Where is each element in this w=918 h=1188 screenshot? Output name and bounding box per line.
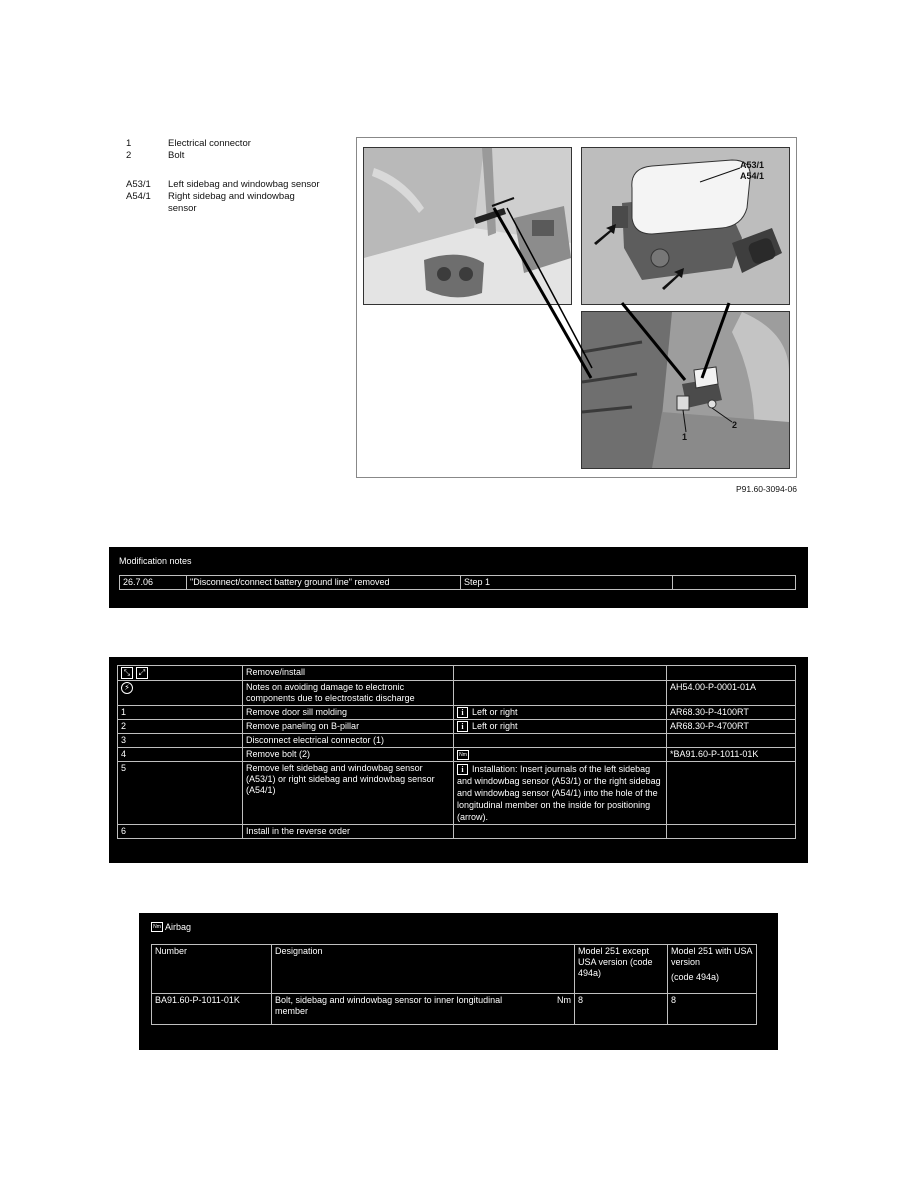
header-model-a: Model 251 except USA version (code 494a) <box>575 945 668 994</box>
step-text: Remove bolt (2) <box>243 748 454 762</box>
legend-text: Bolt <box>168 150 185 161</box>
table-row <box>118 720 796 734</box>
step-number: 4 <box>118 748 243 762</box>
callout-connector: 1 <box>682 432 688 442</box>
header-model-b-line2: (code 494a) <box>671 972 720 982</box>
table-row <box>118 706 796 720</box>
legend-key: 1 <box>126 138 132 149</box>
airbag-torque-box <box>139 913 778 1050</box>
remove-icon: ⤡ <box>121 667 133 679</box>
legend-key: 2 <box>126 150 132 161</box>
legend-key: A54/1 <box>126 191 151 202</box>
step-ref[interactable]: AR68.30-P-4100RT <box>667 706 796 720</box>
mod-change: "Disconnect/connect battery ground line" removed <box>187 576 461 590</box>
esd-icon: ⚡ <box>121 682 133 694</box>
step-number: 3 <box>118 734 243 748</box>
table-row <box>152 994 757 1025</box>
legend-text: Electrical connector <box>168 138 251 149</box>
remove-install-box <box>109 657 808 863</box>
cell-designation <box>272 994 575 1025</box>
header-designation: Designation <box>272 945 575 994</box>
legend-text: Left sidebag and windowbag sensor <box>168 179 320 190</box>
info-icon: i <box>457 721 468 732</box>
step-note: Insert journals of the left sidebag and windowbag sensor (A53/1) or the right sidebag and windowbag sensor (A54/1) into the hole of the longitudinal member on the inside for positioning (arrow). <box>457 764 661 823</box>
step-note-label: Installation: <box>472 764 518 775</box>
table-row <box>120 576 796 590</box>
sensor-figure <box>356 137 797 478</box>
step-number: 2 <box>118 720 243 734</box>
step-number: 1 <box>118 706 243 720</box>
cell-model-a: 8 <box>575 994 668 1025</box>
step-text: Install in the reverse order <box>243 825 454 839</box>
step-note: Left or right <box>472 707 518 717</box>
step-ref[interactable]: *BA91.60-P-1011-01K <box>667 748 796 762</box>
table-row <box>118 666 796 681</box>
remove-install-title: Remove/install <box>243 666 454 681</box>
remove-install-icons <box>118 666 243 681</box>
table-row <box>118 825 796 839</box>
table-row <box>118 734 796 748</box>
unit-text: Nm <box>557 995 571 1005</box>
callout-bolt: 2 <box>732 420 738 430</box>
torque-nm-icon: Nm <box>151 922 163 932</box>
torque-nm-icon: Nm <box>457 750 469 760</box>
step-text: Remove door sill molding <box>243 706 454 720</box>
install-icon: ⤢ <box>136 667 148 679</box>
callout-a54: A54/1 <box>740 171 765 181</box>
table-row <box>118 748 796 762</box>
mod-date: 26.7.06 <box>120 576 187 590</box>
legend-row <box>126 191 328 215</box>
step-number: 6 <box>118 825 243 839</box>
cell-number: BA91.60-P-1011-01K <box>152 994 272 1025</box>
header-number: Number <box>152 945 272 994</box>
info-icon: i <box>457 707 468 718</box>
esd-note-ref[interactable]: AH54.00-P-0001-01A <box>667 681 796 706</box>
figure-caption: P91.60-3094-06 <box>736 484 797 494</box>
table-row <box>118 762 796 825</box>
figure-legend <box>126 138 328 215</box>
remove-install-table <box>117 665 796 839</box>
legend-row <box>126 150 328 162</box>
mod-extra <box>673 576 796 590</box>
leader-lines <box>357 138 796 477</box>
modification-notes-title: Modification notes <box>119 556 192 566</box>
legend-key: A53/1 <box>126 179 151 190</box>
legend-text: Right sidebag and windowbag sensor <box>168 191 295 214</box>
step-text: Remove left sidebag and windowbag sensor (A53/1) or right sidebag and windowbag sensor (A54/1) <box>243 762 454 825</box>
callout-a53: A53/1 <box>740 160 765 170</box>
table-row <box>152 945 757 994</box>
step-note: Left or right <box>472 721 518 732</box>
info-icon: i <box>457 764 468 775</box>
header-model-b-line1: Model 251 with USA version <box>671 946 753 967</box>
mod-step: Step 1 <box>461 576 673 590</box>
table-row <box>118 681 796 706</box>
step-text: Disconnect electrical connector (1) <box>243 734 454 748</box>
legend-row <box>126 179 328 191</box>
esd-note-text: Notes on avoiding damage to electronic components due to electrostatic discharge <box>243 681 454 706</box>
modification-notes-box <box>109 547 808 608</box>
designation-text: Bolt, sidebag and windowbag sensor to inner longitudinal member <box>275 995 503 1016</box>
airbag-title-text: Airbag <box>165 922 192 932</box>
step-text: Remove paneling on B-pillar <box>243 720 454 734</box>
header-model-b <box>668 945 757 994</box>
modification-notes-table <box>119 575 796 590</box>
step-ref[interactable]: AR68.30-P-4700RT <box>667 720 796 734</box>
cell-model-b: 8 <box>668 994 757 1025</box>
airbag-torque-table <box>151 944 757 1025</box>
airbag-title <box>151 922 191 932</box>
legend-row <box>126 138 328 150</box>
step-number: 5 <box>118 762 243 825</box>
